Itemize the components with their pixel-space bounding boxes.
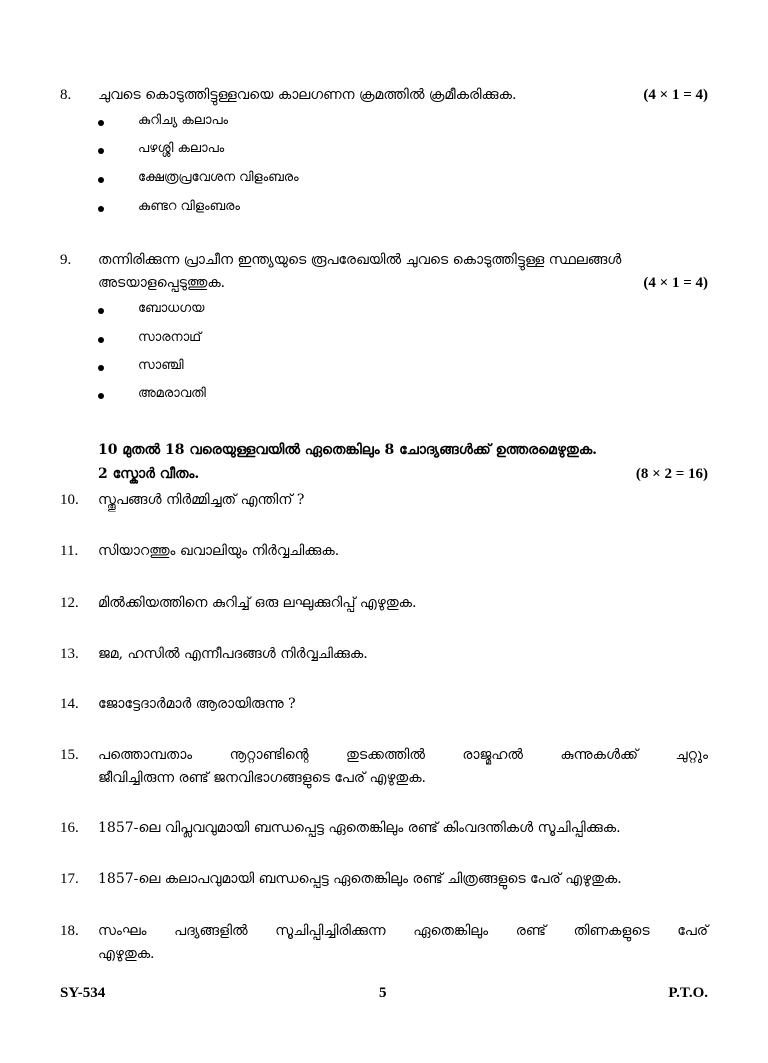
question-number: 15.: [60, 747, 79, 763]
paper-code: SY-534: [60, 985, 106, 1001]
question-number: 16.: [60, 820, 79, 836]
question-17: [60, 868, 708, 891]
question-number: 17.: [60, 871, 79, 887]
instruction-line1: 10 മുതൽ 18 വരെയുള്ളവയിൽ ഏതെങ്കിലും 8 ചോദ്യങ്ങൾക്ക് ഉത്തരമെഴുതുക.: [98, 442, 598, 458]
question-number: 10.: [60, 492, 79, 508]
page-number: 5: [379, 985, 387, 1001]
instruction-line2: 2 സ്കോർ വീതം.: [98, 466, 200, 482]
bullet-icon: [98, 308, 104, 314]
bullet-icon: [98, 120, 104, 126]
marks-label: (4 × 1 = 4): [643, 87, 708, 103]
question-16: [60, 817, 708, 840]
question-number: 11.: [60, 543, 79, 559]
pto-label: P.T.O.: [668, 985, 708, 1001]
bullet-icon: [98, 393, 104, 399]
question-11: [60, 540, 708, 563]
question-text: മിൽക്കിയത്തിനെ കുറിച്ച് ഒരു ലഘുക്കുറിപ്പ് എഴുതുക.: [98, 595, 417, 611]
question-text-line1: തന്നിരിക്കുന്ന പ്രാചീന ഇന്ത്യയുടെ രൂപരേഖയിൽ ചുവടെ കൊടുത്തിട്ടുള്ള സ്ഥലങ്ങൾ: [98, 252, 622, 268]
question-text: ജമ, ഹസിൽ എന്നീപദങ്ങൾ നിർവ്വചിക്കുക.: [98, 646, 368, 662]
question-text: 1857-ലെ കലാപവുമായി ബന്ധപ്പെട്ട ഏതെങ്കിലും രണ്ട് ചിത്രങ്ങളുടെ പേര് എഴുതുക.: [98, 871, 622, 887]
question-18: [60, 920, 708, 966]
question-12: [60, 592, 708, 615]
bullet-icon: [98, 365, 104, 371]
bullet-icon: [98, 148, 104, 154]
question-text: ചുവടെ കൊടുത്തിട്ടുള്ളവയെ കാലഗണന ക്രമത്തിൽ ക്രമീകരിക്കുക.: [98, 87, 517, 103]
question-text: സിയാറത്തും ഖവാലിയും നിർവ്വചിക്കുക.: [98, 543, 340, 559]
marks-label: (4 × 1 = 4): [643, 275, 708, 291]
question-text-line1: സംഘം പദ്യങ്ങളിൽ സൂചിപ്പിച്ചിരിക്കുന്ന ഏതെങ്കിലും രണ്ട് തിണകളുടെ പേര്: [98, 923, 708, 939]
question-14: [60, 693, 708, 716]
question-8: [60, 84, 708, 107]
question-number: 12.: [60, 595, 79, 611]
question-15: [60, 744, 708, 790]
question-text: സ്തൂപങ്ങൾ നിർമ്മിച്ചത് എന്തിന് ?: [98, 492, 305, 508]
bullet-icon: [98, 177, 104, 183]
section-instruction: [98, 438, 708, 486]
marks-label: (8 × 2 = 16): [635, 466, 708, 482]
bullet-icon: [98, 337, 104, 343]
question-number: 9.: [60, 252, 72, 268]
question-number: 18.: [60, 923, 79, 939]
question-text-line1: പത്തൊമ്പതാം നൂറ്റാണ്ടിന്റെ തുടക്കത്തിൽ രാജ്മഹൽ കുന്നുകൾക്ക് ചുറ്റും: [98, 747, 708, 763]
bullet-icon: [98, 206, 104, 212]
question-number: 8.: [60, 87, 72, 103]
question-10: [60, 489, 708, 512]
question-text-line2: എഴുതുക.: [98, 946, 155, 962]
question-9: [60, 249, 708, 295]
question-number: 13.: [60, 646, 79, 662]
question-number: 14.: [60, 696, 79, 712]
question-text-line2: അടയാളപ്പെടുത്തുക.: [98, 275, 226, 291]
question-text: ജോട്ടേദാർമാർ ആരായിരുന്നു ?: [98, 696, 296, 712]
question-text: 1857-ലെ വിപ്ലവവുമായി ബന്ധപ്പെട്ട ഏതെങ്കിലും രണ്ട് കിംവദന്തികൾ സൂചിപ്പിക്കുക.: [98, 820, 621, 836]
question-text-line2: ജീവിച്ചിരുന്ന രണ്ട് ജനവിഭാഗങ്ങളുടെ പേര് എഴുതുക.: [98, 770, 426, 786]
question-13: [60, 643, 708, 666]
